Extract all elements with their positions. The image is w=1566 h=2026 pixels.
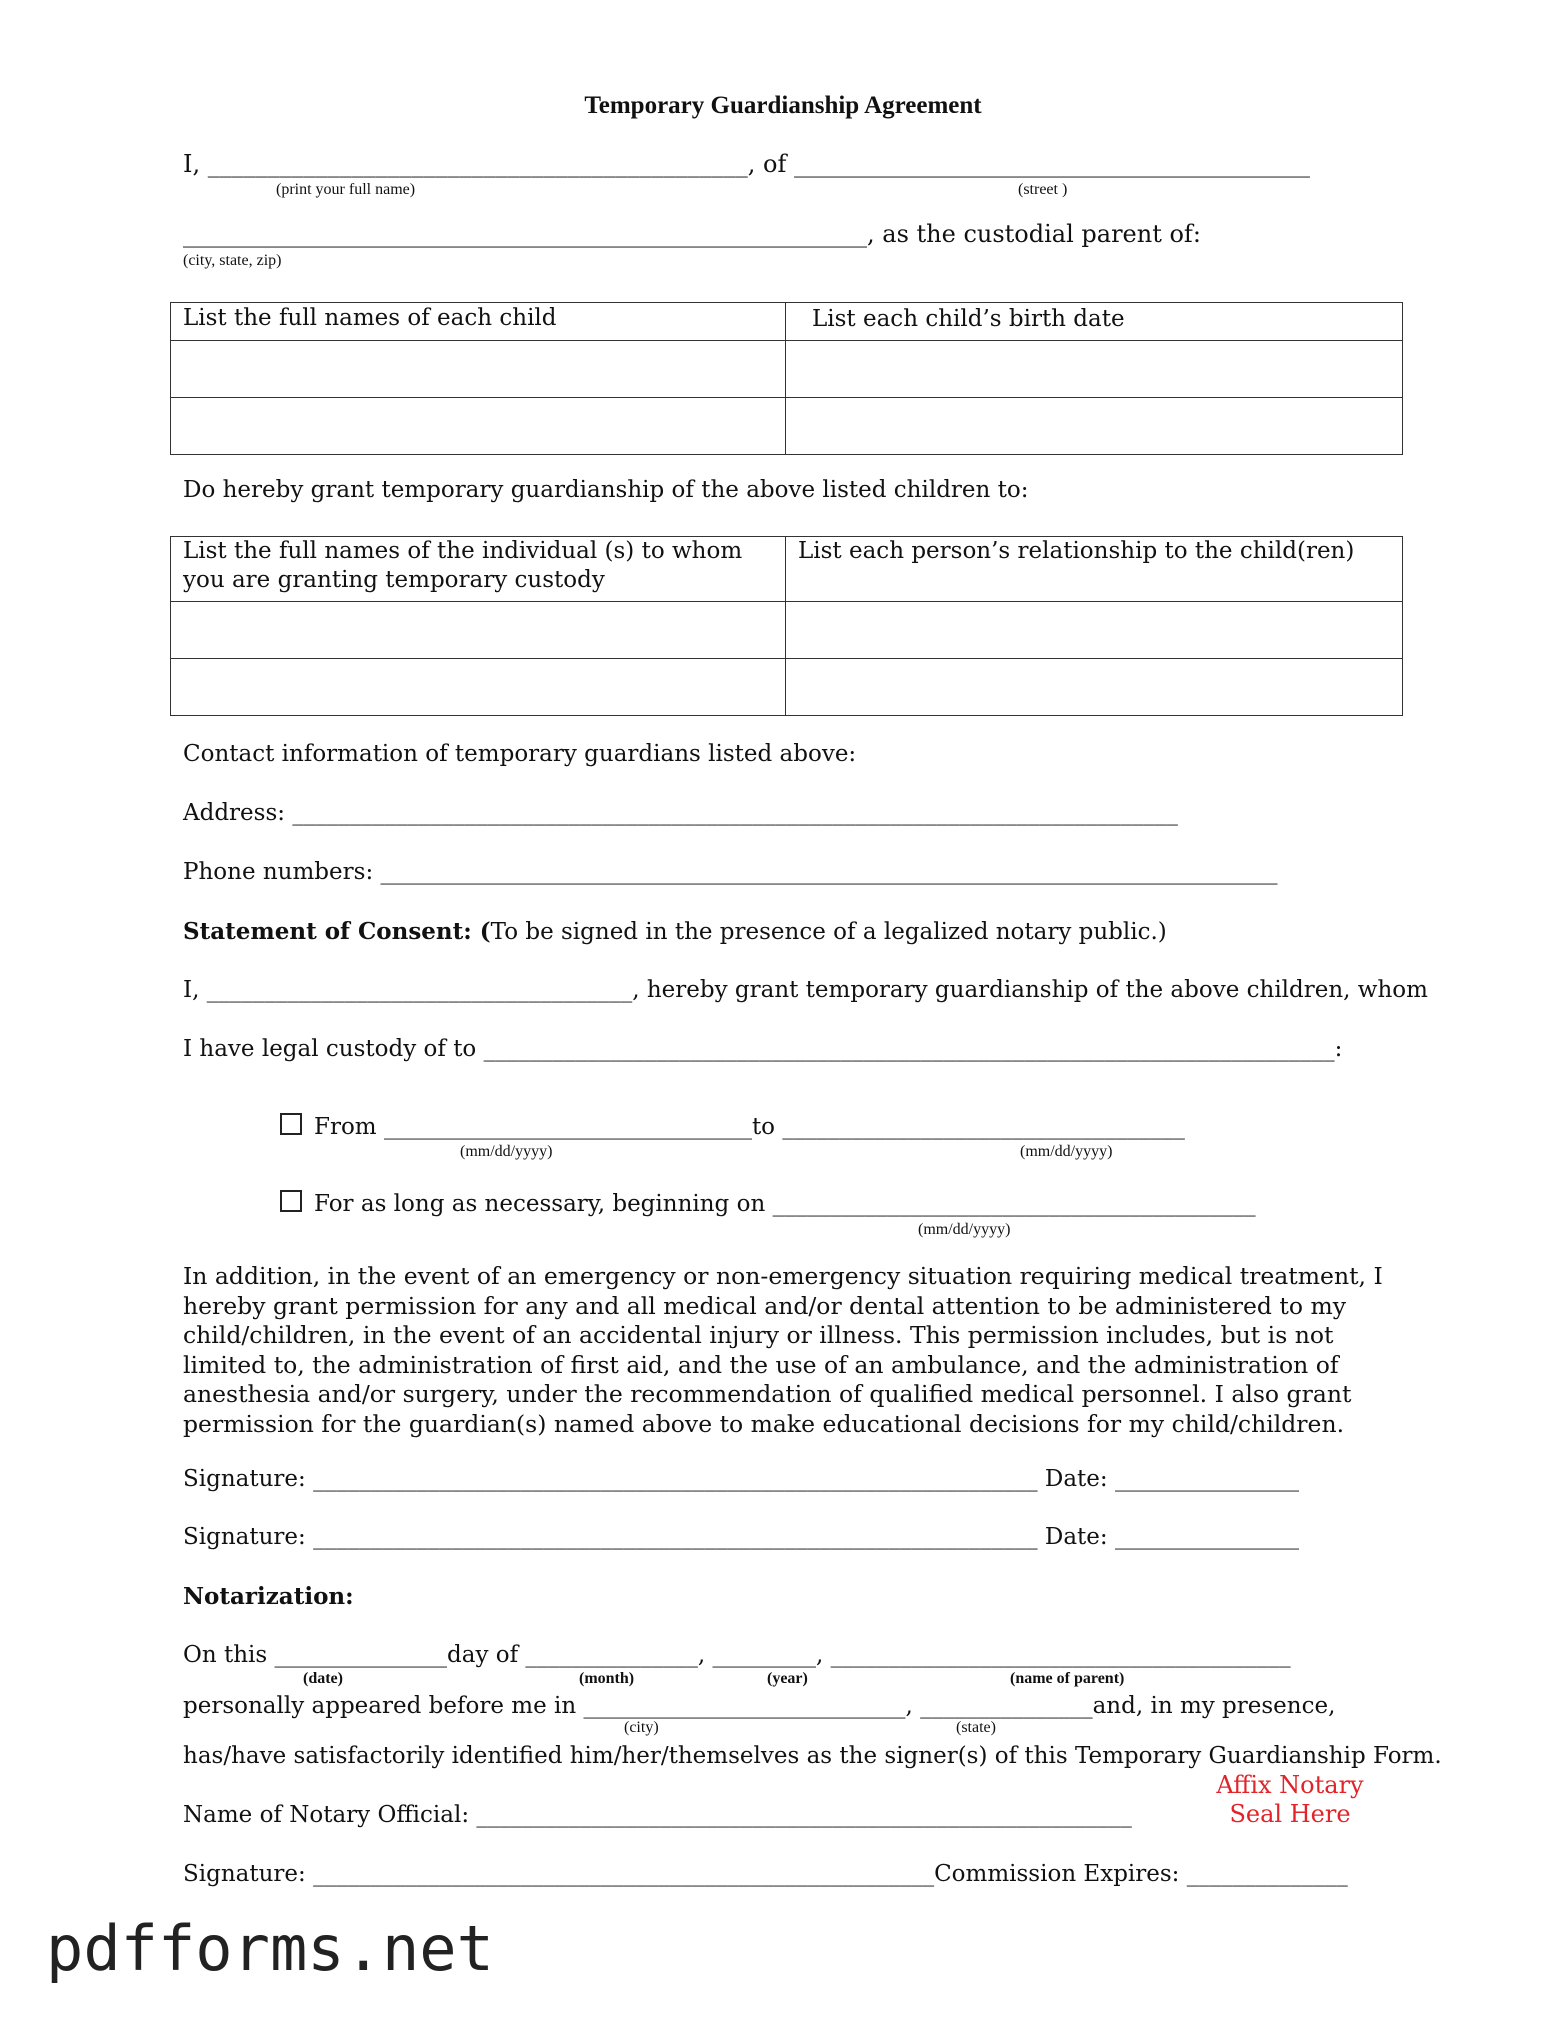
- consent-heading: Statement of Consent:: [183, 918, 472, 945]
- hint-month: (month): [579, 1670, 635, 1687]
- consent-heading-line: [183, 918, 1167, 945]
- consent-paren: (: [471, 918, 491, 945]
- medical-permission-paragraph: In addition, in the event of an emergency or non-emergency situation requiring medical treatment, I hereby grant permission for any and all medical and/or dental attention to be administered to my child/children, in the event of an accidental injury or illness. This permission includes, but is not limited to, the administration of first aid, and the use of an ambulance, and the administration of anesthesia and/or surgery, under the recommendation of qualified medical personnel. I also grant permission for the guardian(s) named above to make educational decisions for my child/children.: [183, 1262, 1383, 1438]
- consent-line-custody[interactable]: I have legal custody of to __________________________________________________________________________:: [183, 1036, 1343, 1062]
- contact-heading: Contact information of temporary guardians listed above:: [183, 741, 857, 767]
- address-field[interactable]: Address: _____________________________________________________________________________: [183, 800, 1178, 826]
- parent-name-street-line[interactable]: I, _____________________________________________, of ___________________________________________: [183, 150, 1310, 178]
- hint-city: (city): [624, 1719, 659, 1736]
- necessary-date-hint: (mm/dd/yyyy): [918, 1221, 1011, 1238]
- consent-note: To be signed in the presence of a legalized notary public.): [490, 919, 1167, 945]
- signature-line-2[interactable]: Signature: _______________________________________________________________ Date: ________________: [183, 1524, 1299, 1550]
- children-col-birthdate-header: List each child’s birth date: [786, 303, 1403, 341]
- hint-year: (year): [767, 1670, 808, 1687]
- to-date-hint: (mm/dd/yyyy): [1020, 1143, 1113, 1160]
- grant-text: Do hereby grant temporary guardianship of the above listed children to:: [183, 477, 1029, 503]
- from-date-hint: (mm/dd/yyyy): [460, 1143, 553, 1160]
- guardian-name-cell[interactable]: [171, 659, 786, 716]
- necessary-label: For as long as necessary, beginning on: [314, 1191, 766, 1217]
- from-label: From: [314, 1114, 377, 1140]
- from-option: [280, 1113, 1185, 1140]
- notarization-heading: Notarization:: [183, 1583, 354, 1610]
- child-name-cell[interactable]: [171, 341, 786, 398]
- from-to-blanks[interactable]: ________________________________to ___________________________________: [383, 1114, 1185, 1140]
- guardian-relationship-cell[interactable]: [786, 659, 1403, 716]
- children-table: [170, 302, 1403, 455]
- child-name-cell[interactable]: [171, 398, 786, 455]
- from-checkbox[interactable]: [280, 1113, 302, 1135]
- guardian-relationship-cell[interactable]: [786, 602, 1403, 659]
- phone-field[interactable]: Phone numbers: ______________________________________________________________________________: [183, 859, 1278, 885]
- seal-label-line-1: Affix Notary: [1216, 1771, 1364, 1799]
- hint-street: (street ): [1018, 181, 1068, 198]
- necessary-option: [280, 1190, 1256, 1217]
- child-birthdate-cell[interactable]: [786, 398, 1403, 455]
- hint-parent-name: (name of parent): [1010, 1670, 1125, 1687]
- notary-line-3: has/have satisfactorily identified him/her/themselves as the signer(s) of this Temporary Guardianship Form.: [183, 1743, 1442, 1769]
- signature-line-1[interactable]: Signature: _______________________________________________________________ Date: ________________: [183, 1466, 1299, 1492]
- page-title: Temporary Guardianship Agreement: [584, 92, 982, 119]
- city-state-zip-line[interactable]: _________________________________________________________, as the custodial parent of:: [183, 220, 1201, 248]
- notary-line-2[interactable]: personally appeared before me in ____________________________, _______________and, in my presence,: [183, 1693, 1336, 1719]
- hint-city-state-zip: (city, state, zip): [183, 252, 282, 269]
- notary-line-1[interactable]: On this _______________day of _______________, _________, ________________________________________: [183, 1642, 1291, 1668]
- hint-date: (date): [303, 1670, 343, 1687]
- guardians-table: [170, 536, 1403, 716]
- guardians-col-relationship-header: List each person’s relationship to the child(ren): [786, 537, 1403, 602]
- hint-full-name: (print your full name): [276, 181, 416, 198]
- notary-signature-line[interactable]: Signature: ______________________________________________________Commission Expires: ______________: [183, 1861, 1348, 1887]
- seal-label-line-2: Seal Here: [1229, 1800, 1351, 1828]
- consent-line-grantor[interactable]: I, _____________________________________, hereby grant temporary guardianship of the above children, whom: [183, 977, 1428, 1003]
- guardians-col-name-header: List the full names of the individual (s) to whom you are granting temporary custody: [171, 537, 786, 602]
- child-birthdate-cell[interactable]: [786, 341, 1403, 398]
- necessary-blank[interactable]: __________________________________________: [772, 1191, 1256, 1217]
- children-col-name-header: List the full names of each child: [171, 303, 786, 341]
- hint-state: (state): [956, 1719, 996, 1736]
- notary-official-name[interactable]: Name of Notary Official: _________________________________________________________: [183, 1802, 1132, 1828]
- guardian-name-cell[interactable]: [171, 602, 786, 659]
- watermark-logo: pdfforms.net: [46, 1912, 494, 1985]
- necessary-checkbox[interactable]: [280, 1190, 302, 1212]
